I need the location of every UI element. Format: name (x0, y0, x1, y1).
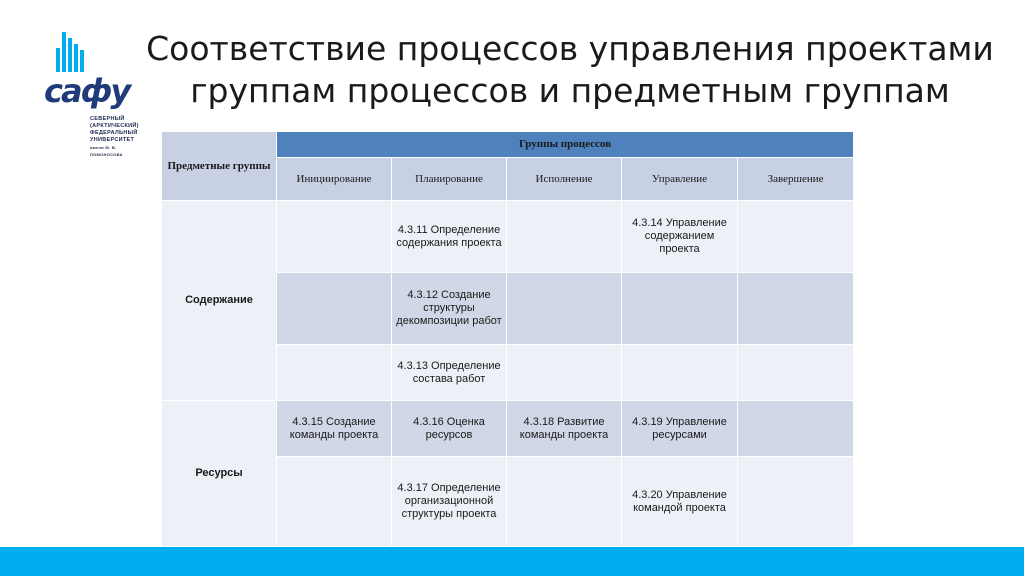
title-line-2: группам процессов и предметным группам (190, 71, 950, 110)
table-cell (507, 201, 622, 273)
table-cell: 4.3.15 Создание команды проекта (277, 401, 392, 457)
table-cell: 4.3.17 Определение организационной структуры проекта (392, 457, 507, 547)
column-header: Планирование (392, 158, 507, 201)
table-cell (507, 457, 622, 547)
table-cell (622, 345, 738, 401)
subject-cell: Ресурсы (162, 401, 277, 547)
table-cell: 4.3.12 Создание структуры декомпозиции работ (392, 273, 507, 345)
corner-header: Предметные группы (162, 132, 277, 201)
table-cell: 4.3.16 Оценка ресурсов (392, 401, 507, 457)
table-cell (738, 201, 854, 273)
column-header: Управление (622, 158, 738, 201)
table-cell (738, 273, 854, 345)
process-table (161, 131, 854, 547)
subject-cell: Содержание (162, 201, 277, 401)
table-cell (507, 273, 622, 345)
table-cell (277, 273, 392, 345)
table-row (162, 201, 854, 273)
footer-bar (0, 547, 1024, 576)
table-cell (277, 457, 392, 547)
table-row (162, 401, 854, 457)
process-groups-header: Группы процессов (277, 132, 854, 158)
column-header: Исполнение (507, 158, 622, 201)
table-cell: 4.3.11 Определение содержания проекта (392, 201, 507, 273)
table-cell: 4.3.19 Управление ресурсами (622, 401, 738, 457)
table-cell: 4.3.13 Определение состава работ (392, 345, 507, 401)
table-cell: 4.3.18 Развитие команды проекта (507, 401, 622, 457)
table-cell (738, 457, 854, 547)
logo-subtext: СЕВЕРНЫЙ (АРКТИЧЕСКИЙ) ФЕДЕРАЛЬНЫЙ УНИВЕРСИТЕТ имени М. В. ЛОМОНОСОВА (90, 116, 139, 157)
table-cell (277, 345, 392, 401)
table-cell: 4.3.20 Управление командой проекта (622, 457, 738, 547)
page-title (120, 28, 1020, 112)
table-cell: 4.3.14 Управление содержанием проекта (622, 201, 738, 273)
logo-brand: сафу (44, 72, 130, 110)
table-cell (277, 201, 392, 273)
table-cell (738, 401, 854, 457)
column-header: Завершение (738, 158, 854, 201)
table-cell (738, 345, 854, 401)
table-cell (622, 273, 738, 345)
column-header: Инициирование (277, 158, 392, 201)
title-line-1: Соответствие процессов управления проектами (146, 29, 994, 68)
table-cell (507, 345, 622, 401)
